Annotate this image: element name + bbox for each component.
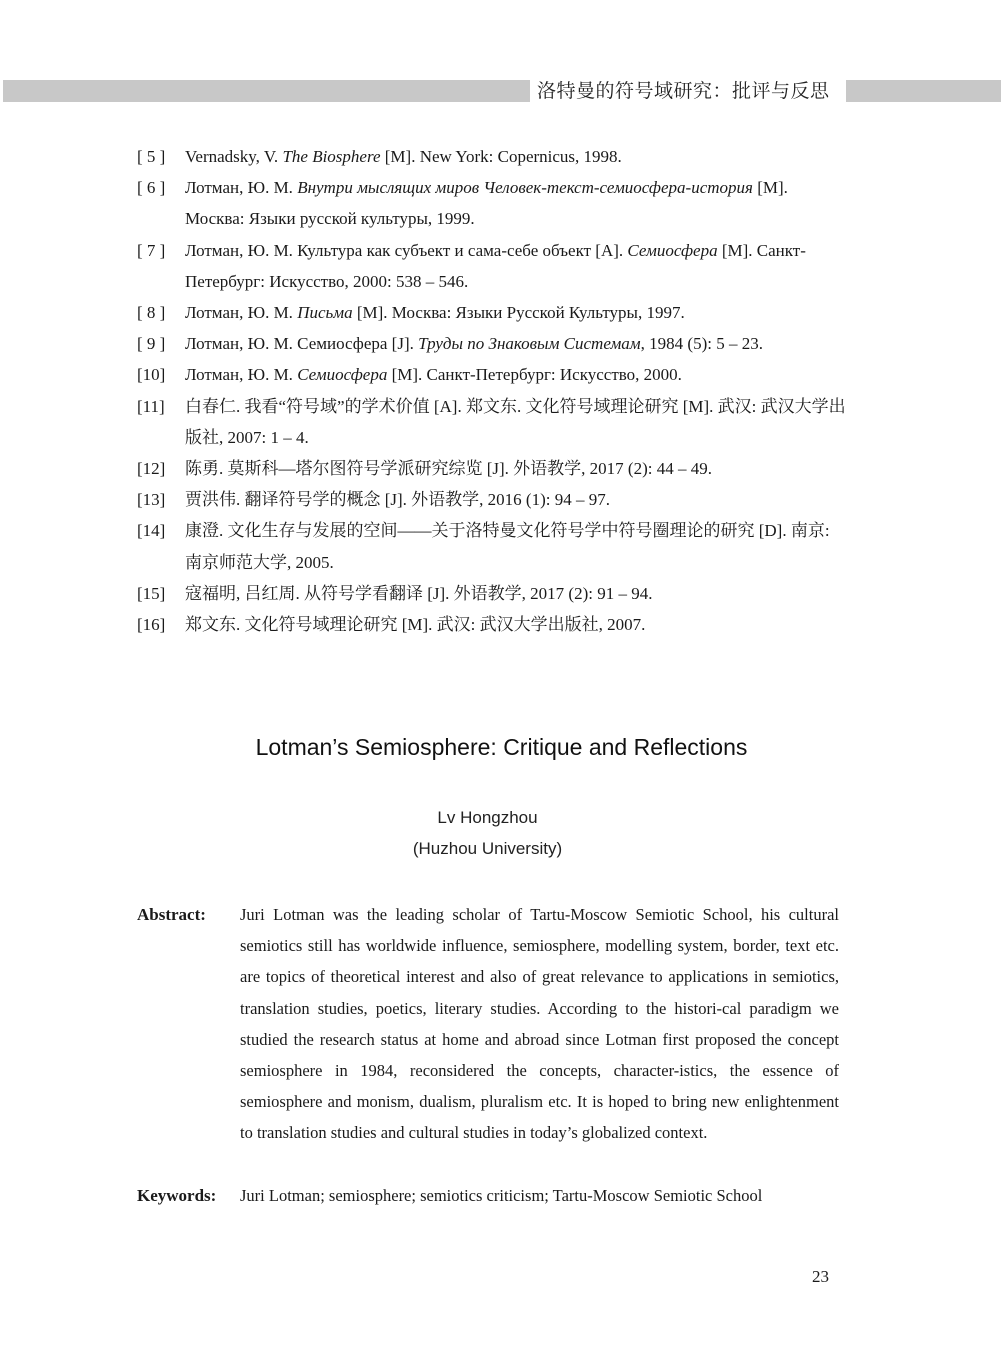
reference-text-part: [M]. Москва: Языки Русской Культуры, 1997. [352,303,685,323]
reference-item [137,359,849,390]
reference-text [185,172,849,234]
reference-text-part: 寇福明, 吕红周. 从符号学看翻译 [J]. 外语教学, 2017 (2): 91 – 94. [185,583,653,603]
reference-text [185,484,849,515]
reference-number: [ 7 ] [137,240,166,260]
reference-text-part: Лотман, Ю. М. Культура как субъект и сама-себе объект [A]. [185,240,628,260]
keywords-label: Keywords: [137,1186,217,1205]
keywords-text: Juri Lotman; semiosphere; semiotics criticism; Tartu-Moscow Semiotic School [240,1186,763,1205]
abstract-label: Abstract: [137,905,206,924]
reference-text [185,359,849,390]
reference-title-italic: Внутри мыслящих миров Человек-текст-семиосфера-история [297,178,753,198]
reference-title-italic: The Biosphere [282,147,381,166]
reference-text-part: 陈勇. 莫斯科—塔尔图符号学派研究综览 [J]. 外语教学, 2017 (2): 44 – 49. [185,459,712,479]
reference-title-italic: Труды по Знаковым Системам [418,334,641,354]
running-header-title: 洛特曼的符号域研究：批评与反思 [537,80,830,102]
reference-number: [12] [137,459,166,479]
reference-text-part: Лотман, Ю. М. [185,178,298,198]
reference-list [137,141,849,640]
reference-text-part: 郑文东. 文化符号域理论研究 [M]. 武汉: 武汉大学出版社, 2007. [185,615,646,635]
english-title: Lotman’s Semiosphere: Critique and Reflections [255,734,748,760]
reference-text [185,515,849,577]
reference-title-italic: Семиосфера [297,365,388,385]
reference-text [185,235,849,297]
reference-text [185,609,849,640]
reference-text-part: 贾洪伟. 翻译符号学的概念 [J]. 外语教学, 2016 (1): 94 – 97. [185,490,610,510]
reference-text-part: Лотман, Ю. М. [185,303,298,323]
reference-number: [13] [137,490,166,510]
reference-title-italic: Письма [297,303,353,323]
reference-number: [ 9 ] [137,334,166,354]
reference-text-part: [M]. Москва: Языки русской культуры, 1999. [185,178,788,229]
reference-text-part: [M]. Санкт-Петербург: Искусство, 2000. [387,365,682,385]
abstract-text: Juri Lotman was the leading scholar of Tartu-Moscow Semiotic School, his cultural semiotics still has worldwide influence, semiosphere, modelling system, border, text etc. are topics of theoretical interest and also of great relevance to applications in semiotics, translation studies, poetics, literary studies. According to the histori-cal paradigm we studied the research status at home and abroad since Lotman first proposed the concept semiosphere in 1984, reconsidered the concepts, character-istics, the essence of semiosphere and monism, dualism, pluralism etc. It is hoped to bring new enlightenment to translation studies and cultural studies in today’s globalized context. [240,905,839,1143]
reference-text [185,578,849,609]
page-number: 23 [812,1267,829,1286]
reference-title-italic: Семиосфера [627,240,718,260]
reference-text-part: 康澄. 文化生存与发展的空间——关于洛特曼文化符号学中符号圈理论的研究 [D]. 南京: 南京师范大学, 2005. [185,521,830,572]
reference-number: [10] [137,365,166,385]
reference-item [137,328,849,359]
reference-text [185,141,849,172]
reference-number: [ 6 ] [137,178,166,198]
reference-text [185,453,849,484]
reference-number: [11] [137,396,165,416]
reference-item [137,609,849,640]
reference-item [137,172,849,234]
reference-text-part: Лотман, Ю. М. [185,365,298,385]
author-name: Lv Hongzhou [437,808,538,827]
reference-number: [14] [137,521,166,541]
reference-text-part: [M]. Санкт-Петербург: Искусство, 2000: 538 – 546. [185,240,806,291]
reference-text [185,297,849,328]
reference-text [185,328,849,359]
reference-item [137,578,849,609]
reference-text [185,391,849,453]
author-affiliation: (Huzhou University) [412,839,563,858]
header-bar-left [3,80,530,102]
reference-text-part: 白春仁. 我看“符号域”的学术价值 [A]. 郑文东. 文化符号域理论研究 [M]. 武汉: 武汉大学出版社, 2007: 1 – 4. [185,396,846,447]
reference-item [137,515,849,577]
reference-item [137,297,849,328]
reference-item [137,141,849,172]
reference-text-part: , 1984 (5): 5 – 23. [640,334,763,354]
reference-text-part: Лотман, Ю. М. Семиосфера [J]. [185,334,419,354]
reference-text-part: Vernadsky, V. [185,147,283,166]
reference-text-part: [M]. New York: Copernicus, 1998. [380,147,622,166]
header-bar-right [846,80,1001,102]
reference-number: [ 8 ] [137,303,166,323]
reference-item [137,235,849,297]
reference-number: [15] [137,583,166,603]
reference-item [137,484,849,515]
reference-item [137,391,849,453]
reference-number: [16] [137,615,166,635]
reference-item [137,453,849,484]
reference-number: [ 5 ] [137,147,166,166]
